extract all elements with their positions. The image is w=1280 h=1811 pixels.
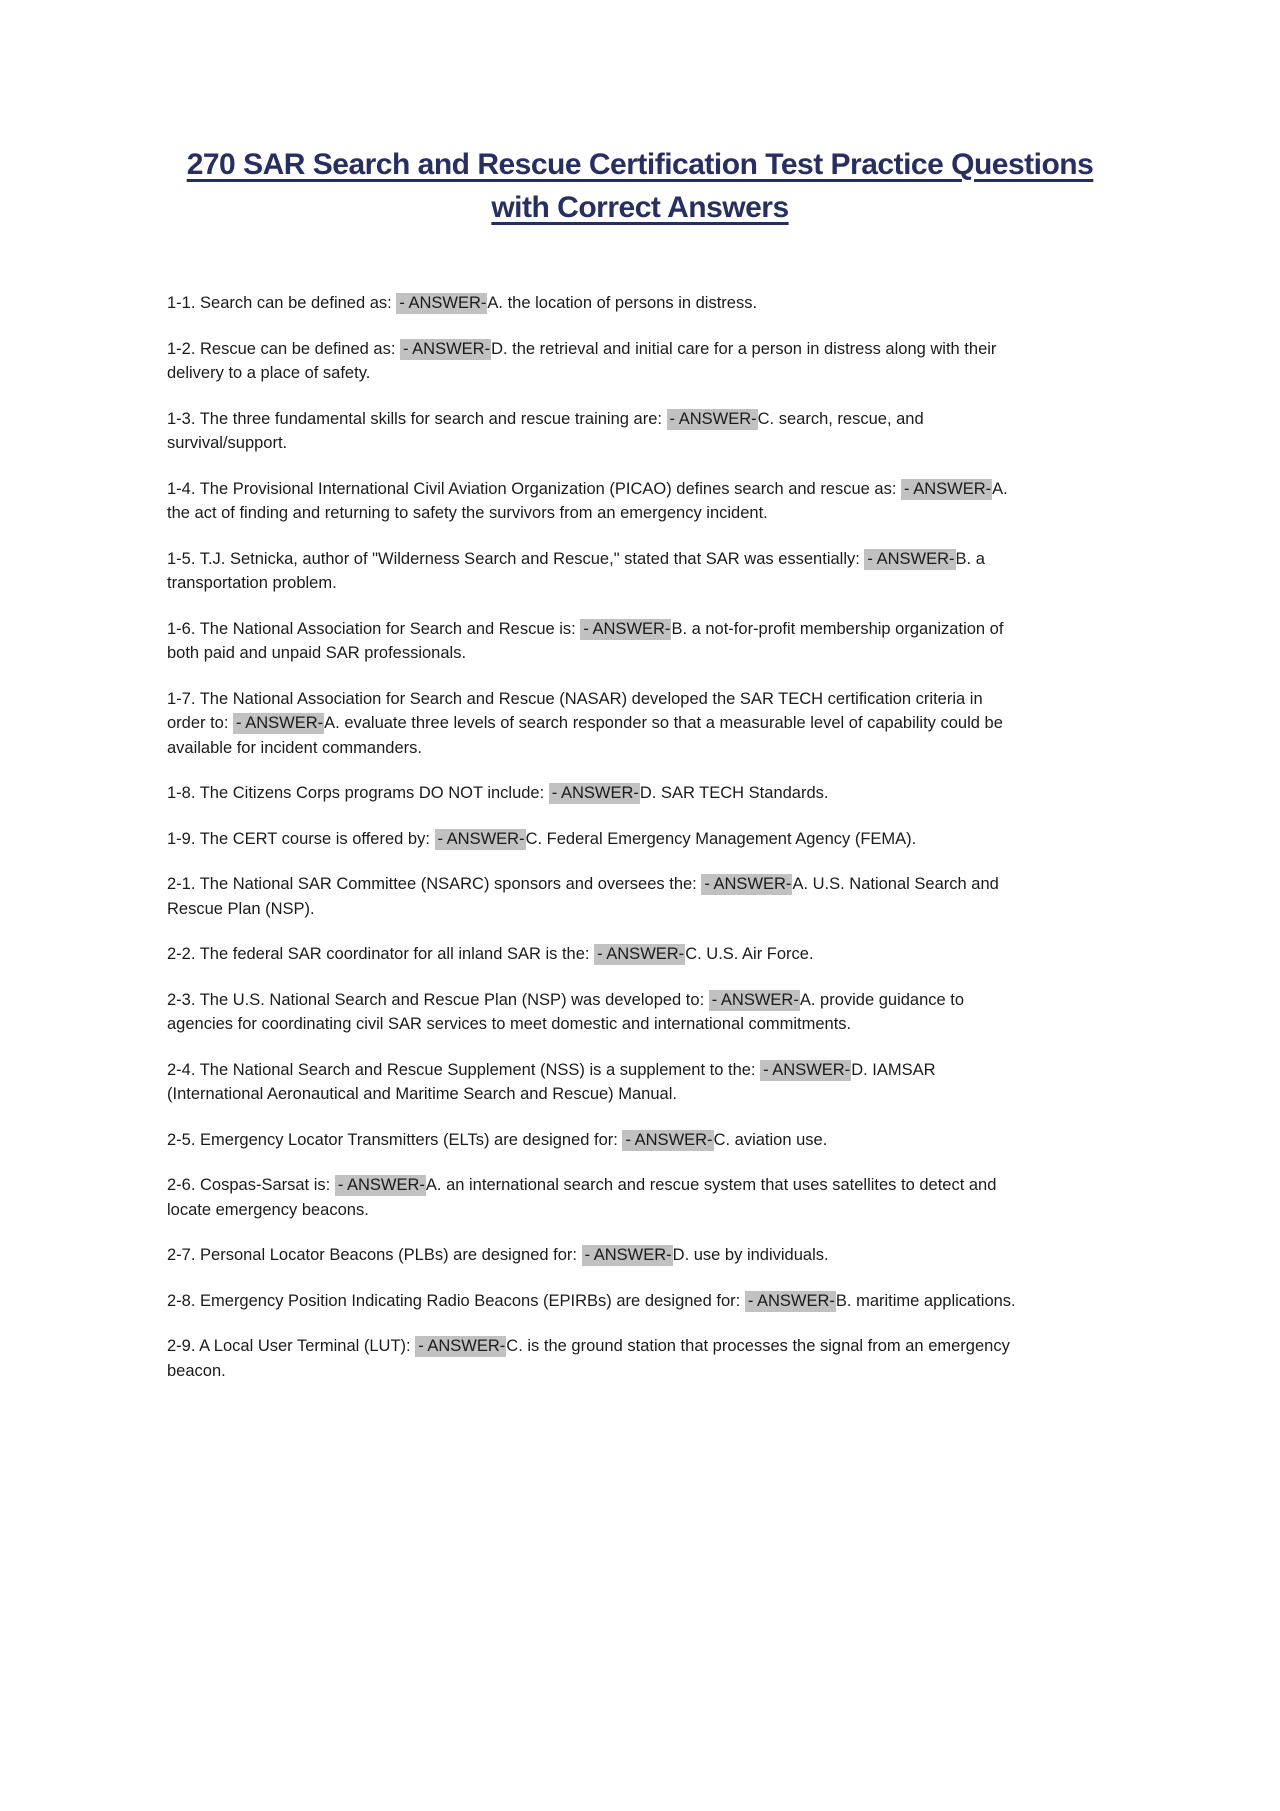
answer-text: A. provide guidance to agencies for coordinating civil SAR services to meet domestic and international commitments. [167, 990, 965, 1033]
answer-highlight: - ANSWER- [622, 1130, 713, 1151]
answer-highlight: - ANSWER- [901, 479, 992, 500]
question-text: 1-5. T.J. Setnicka, author of "Wilderness Search and Rescue," stated that SAR was essentially: [167, 549, 865, 568]
question-text: 2-9. A Local User Terminal (LUT): [167, 1337, 416, 1355]
question-item [167, 988, 1020, 1037]
answer-text: A. evaluate three levels of search responder so that a measurable level of capability could be available for incident commanders. [167, 714, 1003, 757]
answer-highlight: - ANSWER- [709, 990, 800, 1011]
question-item [167, 1243, 1020, 1268]
question-text: 2-6. Cospas-Sarsat is: [167, 1176, 335, 1194]
question-text: 2-5. Emergency Locator Transmitters (ELTs) are designed for: [167, 1130, 623, 1149]
answer-highlight: - ANSWER- [760, 1060, 851, 1081]
question-item [167, 1058, 1020, 1107]
answer-text: D. SAR TECH Standards. [639, 784, 829, 802]
answer-text: C. Federal Emergency Management Agency (FEMA). [525, 829, 917, 848]
question-text: 2-7. Personal Locator Beacons (PLBs) are designed for: [167, 1246, 582, 1264]
answer-highlight: - ANSWER- [745, 1291, 836, 1312]
answer-highlight: - ANSWER- [400, 339, 491, 360]
answer-text: A. U.S. National Search and Rescue Plan (NSP). [167, 875, 999, 918]
question-text: 1-8. The Citizens Corps programs DO NOT include: [167, 784, 549, 802]
answer-text: C. is the ground station that processes the signal from an emergency beacon. [167, 1337, 1010, 1380]
answer-highlight: - ANSWER- [864, 549, 955, 570]
question-item [167, 827, 1020, 852]
question-text: 1-2. Rescue can be defined as: [167, 339, 400, 358]
questions-list [167, 291, 1020, 1383]
answer-text: A. the location of persons in distress. [487, 294, 758, 312]
answer-highlight: - ANSWER- [701, 874, 792, 895]
question-text: 1-4. The Provisional International Civil Aviation Organization (PICAO) defines search and rescue as: [167, 479, 902, 498]
question-item [167, 1289, 1020, 1314]
question-text: 1-9. The CERT course is offered by: [167, 829, 435, 848]
answer-highlight: - ANSWER- [233, 713, 324, 734]
answer-text: A. an international search and rescue system that uses satellites to detect and locate emergency beacons. [167, 1176, 997, 1219]
question-item [167, 617, 1020, 666]
answer-highlight: - ANSWER- [435, 829, 526, 850]
question-item [167, 1334, 1020, 1383]
question-text: 1-6. The National Association for Search and Rescue is: [167, 619, 581, 638]
answer-text: C. U.S. Air Force. [685, 945, 814, 963]
answer-text: C. search, rescue, and survival/support. [167, 409, 924, 452]
question-item [167, 942, 1020, 967]
answer-text: B. a not-for-profit membership organization of both paid and unpaid SAR professionals. [167, 619, 1004, 662]
question-text: 2-8. Emergency Position Indicating Radio Beacons (EPIRBs) are designed for: [167, 1291, 745, 1310]
question-item [167, 337, 1020, 386]
answer-text: D. use by individuals. [672, 1246, 829, 1264]
question-text: 1-1. Search can be defined as: [167, 294, 397, 312]
answer-text: D. IAMSAR (International Aeronautical and Maritime Search and Rescue) Manual. [167, 1060, 936, 1103]
answer-highlight: - ANSWER- [580, 619, 671, 640]
answer-highlight: - ANSWER- [594, 944, 685, 965]
answer-highlight: - ANSWER- [582, 1245, 673, 1266]
question-item [167, 477, 1020, 526]
question-item [167, 781, 1020, 806]
answer-highlight: - ANSWER- [415, 1336, 506, 1357]
question-text: 1-3. The three fundamental skills for search and rescue training are: [167, 409, 667, 428]
question-item [167, 291, 1020, 316]
question-item [167, 407, 1020, 456]
answer-highlight: - ANSWER- [549, 783, 640, 804]
question-text: 2-4. The National Search and Rescue Supplement (NSS) is a supplement to the: [167, 1060, 761, 1079]
question-text: 2-2. The federal SAR coordinator for all inland SAR is the: [167, 945, 595, 963]
answer-text: A. the act of finding and returning to safety the survivors from an emergency incident. [167, 479, 1008, 522]
answer-text: C. aviation use. [713, 1130, 828, 1149]
answer-text: B. maritime applications. [835, 1291, 1016, 1310]
question-item [167, 1128, 1020, 1153]
question-item [167, 872, 1020, 921]
question-text: 1-7. The National Association for Search and Rescue (NASAR) developed the SAR TECH certification criteria in order to: [167, 689, 983, 732]
answer-highlight: - ANSWER- [396, 293, 487, 314]
answer-highlight: - ANSWER- [667, 409, 758, 430]
answer-highlight: - ANSWER- [335, 1175, 426, 1196]
question-item [167, 1173, 1020, 1222]
answer-text: B. a transportation problem. [167, 549, 985, 592]
document-title: 270 SAR Search and Rescue Certification Test Practice Questions with Correct Answers [186, 148, 1094, 224]
question-text: 2-3. The U.S. National Search and Rescue Plan (NSP) was developed to: [167, 990, 709, 1009]
question-text: 2-1. The National SAR Committee (NSARC) sponsors and oversees the: [167, 875, 702, 893]
question-item [167, 547, 1020, 596]
answer-text: D. the retrieval and initial care for a person in distress along with their delivery to a place of safety. [167, 339, 997, 382]
question-item [167, 687, 1020, 761]
